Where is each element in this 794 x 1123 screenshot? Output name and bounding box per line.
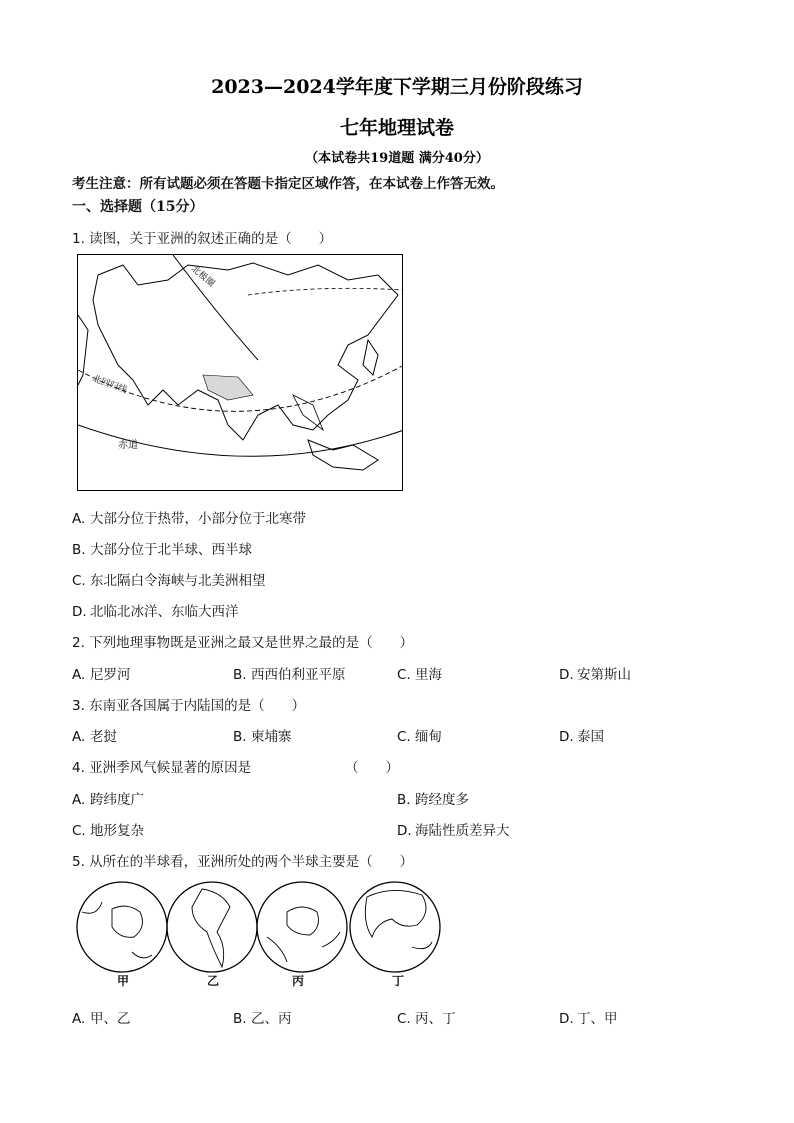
exam-notice: 考生注意：所有试题必须在答题卡指定区域作答，在本试卷上作答无效。 — [72, 176, 504, 192]
globe-jia — [77, 882, 167, 972]
q3-option-c[interactable] — [397, 725, 442, 745]
option-letter: A. — [72, 729, 86, 745]
option-letter: A. — [72, 511, 86, 527]
option-letter: D. — [559, 667, 574, 683]
globe-yi — [167, 882, 257, 972]
globe-label-yi: 乙 — [207, 974, 220, 988]
q1-option-b[interactable] — [72, 538, 252, 558]
option-text: 缅甸 — [415, 729, 442, 745]
option-text: 丙、丁 — [415, 1011, 456, 1027]
globe-ding — [350, 882, 440, 972]
q2-option-c[interactable] — [397, 663, 442, 683]
question-2-stem: 2. 下列地理事物既是亚洲之最又是世界之最的是（ ） — [72, 635, 414, 651]
option-letter: B. — [72, 542, 86, 558]
question-5-stem: 5. 从所在的半球看，亚洲所处的两个半球主要是（ ） — [72, 854, 414, 870]
question-4-paren: （ ） — [345, 760, 399, 776]
q3-option-b[interactable] — [233, 725, 292, 745]
option-text: 老挝 — [90, 729, 117, 745]
option-letter: C. — [397, 1011, 411, 1027]
option-text: 安第斯山 — [577, 667, 631, 683]
option-text: 西西伯利亚平原 — [251, 667, 346, 683]
option-letter: D. — [559, 729, 574, 745]
option-letter: B. — [233, 667, 247, 683]
option-text: 跨经度多 — [415, 792, 469, 808]
option-letter: A. — [72, 792, 86, 808]
option-text: 大部分位于热带，小部分位于北寒带 — [90, 511, 306, 527]
option-text: 跨纬度广 — [90, 792, 144, 808]
q2-option-a[interactable] — [72, 663, 131, 683]
option-text: 乙、丙 — [251, 1011, 292, 1027]
option-letter: C. — [72, 823, 86, 839]
globe-label-ding: 丁 — [392, 974, 405, 988]
option-text: 大部分位于北半球、西半球 — [90, 542, 252, 558]
option-text: 里海 — [415, 667, 442, 683]
option-letter: B. — [397, 792, 411, 808]
q4-option-d[interactable] — [397, 819, 510, 839]
exam-title: 2023—2024学年度下学期三月份阶段练习 — [211, 76, 583, 98]
section-heading: 一、选择题（15分） — [72, 199, 204, 215]
q4-option-a[interactable] — [72, 788, 144, 808]
q3-option-a[interactable] — [72, 725, 117, 745]
option-letter: B. — [233, 1011, 247, 1027]
option-text: 丁、甲 — [577, 1011, 618, 1027]
option-text: 甲、乙 — [90, 1011, 131, 1027]
option-text: 尼罗河 — [90, 667, 131, 683]
asia-map — [77, 254, 403, 491]
option-letter: C. — [397, 667, 411, 683]
q5-option-a[interactable] — [72, 1007, 131, 1027]
option-letter: A. — [72, 667, 86, 683]
q1-option-a[interactable] — [72, 507, 306, 527]
option-letter: C. — [397, 729, 411, 745]
option-letter: C. — [72, 573, 86, 589]
question-3-stem: 3. 东南亚各国属于内陆国的是（ ） — [72, 698, 306, 714]
q5-option-c[interactable] — [397, 1007, 456, 1027]
arctic-circle-label: 北极圈 — [188, 264, 217, 290]
option-letter: D. — [559, 1011, 574, 1027]
tropic-label: 北回归线 — [90, 374, 129, 396]
q5-option-b[interactable] — [233, 1007, 292, 1027]
q1-option-c[interactable] — [72, 569, 266, 589]
option-text: 柬埔寨 — [251, 729, 292, 745]
exam-subtitle: 七年地理试卷 — [339, 117, 454, 139]
q4-option-c[interactable] — [72, 819, 144, 839]
option-text: 泰国 — [577, 729, 604, 745]
option-letter: A. — [72, 1011, 86, 1027]
option-letter: D. — [397, 823, 412, 839]
option-letter: D. — [72, 604, 87, 620]
option-text: 地形复杂 — [90, 823, 144, 839]
globe-label-jia: 甲 — [117, 974, 130, 988]
q4-option-b[interactable] — [397, 788, 469, 808]
q3-option-d[interactable] — [559, 725, 604, 745]
option-text: 北临北冰洋、东临大西洋 — [90, 604, 239, 620]
option-text: 东北隔白令海峡与北美洲相望 — [90, 573, 266, 589]
option-text: 海陆性质差异大 — [415, 823, 510, 839]
option-letter: B. — [233, 729, 247, 745]
q2-option-b[interactable] — [233, 663, 346, 683]
q1-option-d[interactable] — [72, 600, 239, 620]
equator-label: 赤道 — [118, 440, 138, 451]
q5-option-d[interactable] — [559, 1007, 618, 1027]
exam-info: （本试卷共19道题 满分40分） — [305, 151, 489, 166]
hemisphere-globes — [72, 877, 452, 987]
question-1-stem: 1. 读图，关于亚洲的叙述正确的是（ ） — [72, 231, 333, 247]
globe-label-bing: 丙 — [292, 974, 305, 988]
question-4-stem: 4. 亚洲季风气候显著的原因是 — [72, 760, 252, 776]
globe-bing — [257, 882, 347, 972]
arctic-circle-line — [173, 255, 258, 360]
q2-option-d[interactable] — [559, 663, 631, 683]
